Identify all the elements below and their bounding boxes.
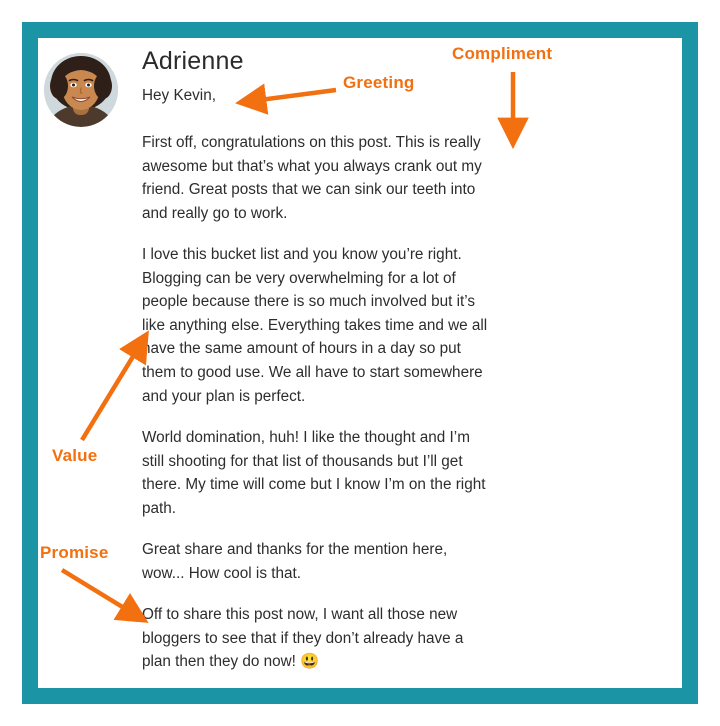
paragraph-1: First off, congratulations on this post. This is really awesome but that’s what you always crank out my friend. Great posts that we can sink our teeth into and really go to work. — [142, 134, 482, 222]
avatar — [44, 53, 118, 127]
annotation-label-value: Value — [52, 446, 98, 465]
annotation-label-compliment: Compliment — [452, 44, 553, 63]
paragraph-3: World domination, huh! I like the thought and I’m still shooting for that list of thousands but I’ll get there. My time will come but I know I’m on the right path. — [142, 429, 486, 517]
annotation-label-promise: Promise — [40, 543, 109, 562]
comment-body — [142, 47, 488, 674]
annotation-label-greeting: Greeting — [343, 73, 415, 92]
greeting-line: Hey Kevin, — [142, 86, 216, 104]
comment-author: Adrienne — [142, 47, 244, 75]
paragraph-5: Off to share this post now, I want all those new bloggers to see that if they don’t already have a plan then they do now! 😃 — [142, 606, 464, 671]
paragraph-2: I love this bucket list and you know you’re right. Blogging can be very overwhelming for a lot of people because there is so much involved but it’s like anything else. Everything takes time and we all have the same amount of hours in a day so put them to good use. We all have to start somewhere and your plan is perfect. — [142, 246, 488, 405]
paragraph-4: Great share and thanks for the mention here, wow... How cool is that. — [142, 541, 448, 582]
